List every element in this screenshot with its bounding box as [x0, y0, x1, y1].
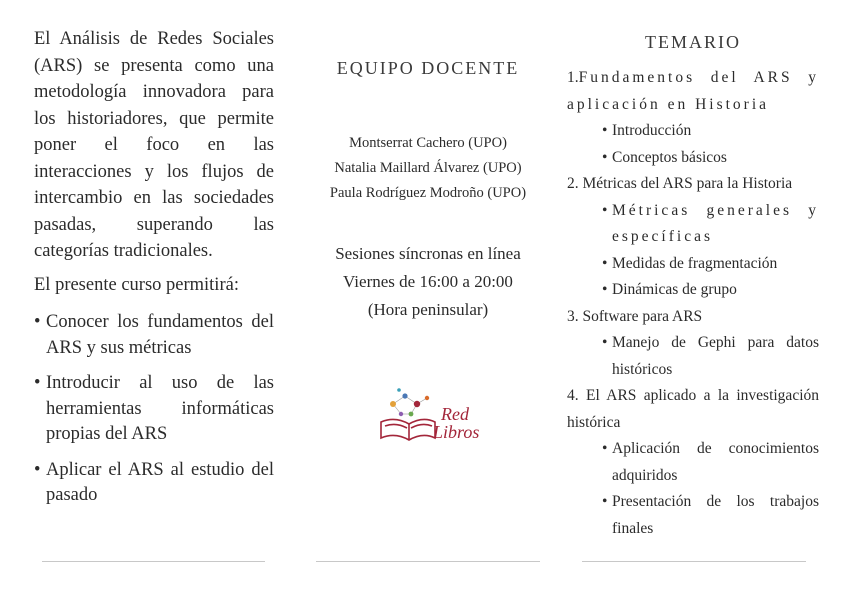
divider	[582, 561, 806, 562]
topic-item	[567, 65, 819, 171]
session-line: Sesiones síncronas en línea	[335, 244, 521, 263]
topic-number: 4.	[567, 387, 579, 404]
subtopic-item: • Aplicación de conocimientos adquiridos	[567, 436, 819, 489]
bullet-icon: •	[602, 493, 608, 510]
subtopic-item: • Dinámicas de grupo	[567, 277, 819, 304]
team-list	[316, 131, 540, 206]
intro-paragraph: El Análisis de Redes Sociales (ARS) se presenta como una metodología innovadora para los historiadores, que permite poner el foco en las interacciones y los flujos de intercambio en las sociedades pasadas, superando las categorías tradicionales.	[34, 29, 274, 261]
divider	[316, 561, 540, 562]
topic-title: 3. Software para ARS	[567, 307, 703, 325]
topic-item	[567, 304, 819, 384]
session-line: (Hora peninsular)	[367, 300, 489, 319]
left-column	[34, 0, 274, 519]
right-column	[567, 0, 819, 542]
topic-number: 3.	[567, 307, 579, 325]
team-member: Natalia Maillard Álvarez (UPO)	[334, 160, 522, 176]
topic-number: 1.	[567, 69, 579, 86]
bullet-icon: •	[602, 122, 608, 139]
divider	[42, 561, 265, 562]
session-info	[316, 240, 540, 324]
topic-title: 1.Fundamentos del ARS y aplicación en Historia	[567, 69, 819, 113]
bullet-icon: •	[34, 312, 41, 332]
subtopic-item: • Introducción	[567, 118, 819, 145]
bullet-icon: •	[602, 281, 608, 298]
logo-word-red: Red	[441, 404, 469, 424]
course-lead: El presente curso permitirá:	[34, 274, 239, 295]
objectives-list	[34, 310, 274, 509]
topic-item	[567, 171, 819, 304]
objective-item: • Conocer los fundamentos del ARS y sus métricas	[34, 312, 274, 358]
objective-item: • Introducir al uso de las herramientas informáticas propias del ARS	[34, 373, 274, 444]
logo-word-libros: Libros	[433, 422, 480, 442]
bullet-icon: •	[602, 201, 608, 219]
subtopic-item: • Conceptos básicos	[567, 145, 819, 172]
bullet-icon: •	[34, 373, 41, 393]
topic-number: 2.	[567, 175, 579, 192]
subtopic-item: • Medidas de fragmentación	[567, 251, 819, 278]
syllabus-heading: TEMARIO	[645, 32, 741, 52]
subtopic-item: • Presentación de los trabajos finales	[567, 489, 819, 542]
syllabus-list	[567, 65, 819, 542]
middle-column	[316, 0, 540, 442]
topic-title: 2. Métricas del ARS para la Historia	[567, 175, 793, 192]
bullet-icon: •	[602, 440, 608, 457]
bullet-icon: •	[602, 254, 608, 272]
team-member: Montserrat Cachero (UPO)	[349, 135, 507, 151]
topic-title: 4. El ARS aplicado a la investigación histórica	[567, 387, 820, 431]
subtopic-item: • Métricas generales y específicas	[567, 198, 819, 251]
team-member: Paula Rodríguez Modroño (UPO)	[329, 185, 527, 201]
bullet-icon: •	[602, 148, 608, 166]
objective-item: • Aplicar el ARS al estudio del pasado	[34, 459, 274, 505]
red-libros-logo	[371, 382, 491, 452]
team-heading: EQUIPO DOCENTE	[336, 58, 520, 78]
topic-item	[567, 383, 819, 542]
session-line: Viernes de 16:00 a 20:00	[343, 272, 513, 291]
bullet-icon: •	[34, 459, 41, 480]
subtopic-item: • Manejo de Gephi para datos históricos	[567, 330, 819, 383]
bullet-icon: •	[602, 334, 608, 351]
